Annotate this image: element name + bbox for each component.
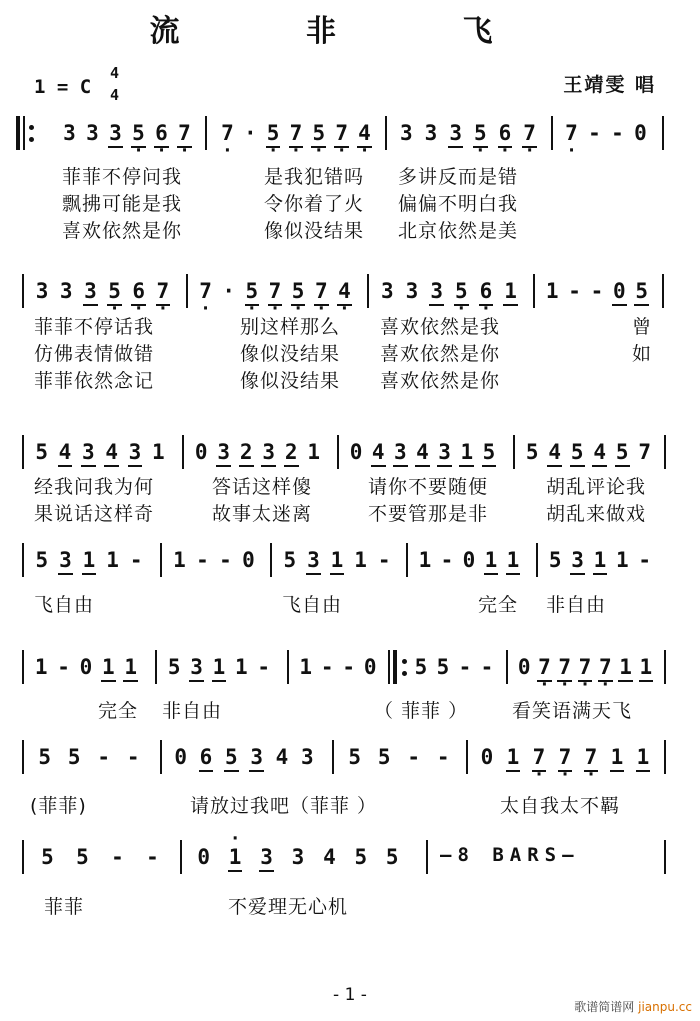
note: 1	[616, 548, 629, 572]
lyric: 经我问我为何	[34, 476, 155, 498]
bar	[295, 648, 381, 686]
lyric: 胡乱来做戏	[546, 503, 647, 525]
note: 3	[59, 548, 72, 572]
bar	[414, 541, 524, 579]
note: 1	[418, 548, 432, 572]
barline	[270, 543, 272, 577]
note: · 5	[312, 121, 325, 145]
time-top: 4	[110, 64, 120, 82]
lyric: (菲菲)	[30, 795, 87, 817]
note: 0	[462, 548, 476, 572]
barline	[180, 840, 182, 874]
note: 1	[106, 548, 119, 572]
note: · 7	[523, 121, 536, 145]
barline	[22, 274, 24, 308]
note: 3	[400, 121, 413, 145]
bar	[544, 541, 656, 579]
barline	[160, 543, 162, 577]
lyric: 菲菲	[44, 896, 85, 918]
note: 4	[593, 440, 607, 464]
barline	[186, 274, 188, 308]
song-title: 流 非 飞	[149, 14, 551, 49]
note: 3	[394, 440, 407, 464]
bar	[216, 114, 376, 152]
lyric: 答话这样傻	[212, 476, 313, 498]
lyric: 看笑语满天飞	[512, 700, 633, 722]
note: 3	[571, 548, 584, 572]
note: 3	[250, 745, 263, 769]
note: 1	[151, 440, 165, 464]
bar	[30, 738, 148, 776]
system-3	[0, 433, 700, 473]
note: 5	[525, 440, 539, 464]
note: 5	[635, 279, 649, 303]
key-signature: 1 = C	[34, 76, 92, 98]
lyric: 像似没结果	[240, 370, 341, 392]
barline	[664, 740, 666, 774]
note: 0	[79, 655, 93, 679]
barline	[406, 543, 408, 577]
note: 1	[636, 745, 650, 769]
note: -	[458, 655, 472, 679]
note: 1	[506, 548, 520, 572]
note: -	[611, 121, 624, 145]
note: -	[568, 279, 581, 303]
barline	[22, 543, 24, 577]
lyric: 不要管那是非	[368, 503, 489, 525]
note: · 5	[267, 121, 280, 145]
note: 5	[167, 655, 181, 679]
bar	[190, 433, 325, 471]
note: -	[320, 655, 334, 679]
note: 3	[438, 440, 451, 464]
note: · 5	[474, 121, 487, 145]
barline	[426, 840, 428, 874]
lyric: 太自我太不羁	[500, 795, 621, 817]
note: 5	[436, 655, 450, 679]
note: · 7	[178, 121, 191, 145]
note: 3	[424, 121, 438, 145]
note: 4	[416, 440, 429, 464]
note: 2	[239, 440, 253, 464]
lyric: 完全	[98, 700, 139, 722]
note: -	[588, 121, 601, 145]
note: 5	[615, 440, 629, 464]
lyric: 如	[632, 343, 653, 365]
lyric: 飞自由	[34, 594, 95, 616]
note: 5	[35, 440, 48, 464]
note: -	[407, 745, 421, 769]
note: 4	[58, 440, 72, 464]
note: 5	[414, 655, 428, 679]
eight-bars-rest: —8 BARS—	[440, 844, 580, 866]
bar	[521, 433, 656, 471]
note: 3	[405, 279, 419, 303]
note: · 7	[533, 745, 546, 769]
bar	[345, 433, 500, 471]
barline	[160, 740, 162, 774]
bar	[30, 838, 170, 876]
note: 0	[174, 745, 187, 769]
bar	[188, 838, 408, 876]
bar	[194, 272, 356, 310]
note: 5	[377, 745, 391, 769]
note: 0	[349, 440, 363, 464]
lyric: 菲菲不停话我	[34, 316, 155, 338]
note: 1	[212, 655, 226, 679]
note: · 7	[199, 279, 212, 303]
lyric: 故事太迷离	[212, 503, 313, 525]
note: 3	[217, 440, 231, 464]
note: 1	[330, 548, 344, 572]
lyric: 胡乱评论我	[546, 476, 647, 498]
note: 1	[307, 440, 321, 464]
barline	[536, 543, 538, 577]
time-bottom: 4	[110, 86, 120, 104]
lyric: 飘拂可能是我	[62, 193, 183, 215]
lyric: 非自由	[546, 594, 607, 616]
page-number: - 1 -	[333, 985, 367, 1005]
repeat-start	[16, 116, 36, 150]
note: · 7	[221, 121, 234, 145]
note: 0	[242, 548, 255, 572]
lyric: 果说话这样奇	[34, 503, 155, 525]
time-signature	[110, 62, 119, 106]
bar	[30, 648, 142, 686]
note: 3	[449, 121, 462, 145]
lyric: 喜欢依然是你	[62, 220, 183, 242]
note: 4	[323, 845, 336, 869]
note: 3	[262, 440, 276, 464]
note: -	[342, 655, 356, 679]
note: · 7	[579, 655, 592, 679]
note: 5	[224, 745, 238, 769]
note: 3	[59, 279, 73, 303]
lyric: 喜欢依然是你	[380, 370, 501, 392]
note: 3	[307, 548, 320, 572]
note: · 1	[229, 845, 242, 869]
lyric: 请你不要随便	[368, 476, 489, 498]
note: 1	[484, 548, 498, 572]
note: · 7	[559, 745, 572, 769]
barline	[664, 840, 666, 874]
barline	[22, 435, 24, 469]
barline	[662, 274, 664, 308]
note: 5	[570, 440, 584, 464]
bar	[560, 114, 652, 152]
note: -	[219, 548, 232, 572]
barline	[664, 435, 666, 469]
note: · 5	[132, 121, 145, 145]
bar	[168, 738, 320, 776]
note: 4	[275, 745, 289, 769]
note: 3	[430, 279, 443, 303]
note: 5	[283, 548, 297, 572]
lyric: 菲菲不停问我	[62, 166, 183, 188]
note: -	[590, 279, 604, 303]
note: 3	[86, 121, 99, 145]
bar	[30, 272, 175, 310]
note: -	[638, 548, 652, 572]
note: · 5	[455, 279, 468, 303]
bar	[278, 541, 396, 579]
note: 0	[363, 655, 377, 679]
lyric: 不爱理无心机	[228, 896, 349, 918]
note: 1	[593, 548, 607, 572]
note: 0	[634, 121, 647, 145]
note: 1	[460, 440, 474, 464]
system-5	[0, 648, 700, 688]
bar	[168, 541, 260, 579]
note: 1	[639, 655, 653, 679]
bar	[474, 738, 656, 776]
note: 0	[480, 745, 494, 769]
note: 0	[194, 440, 208, 464]
barline	[182, 435, 184, 469]
note: · 6	[499, 121, 512, 145]
note: 5	[76, 845, 89, 869]
note: 7	[638, 440, 652, 464]
note: · 7	[290, 121, 303, 145]
note: · 6	[132, 279, 145, 303]
lyric: 是我犯错吗	[264, 166, 365, 188]
lyric: 令你着了火	[264, 193, 365, 215]
note: 5	[385, 845, 399, 869]
bar	[541, 272, 653, 310]
note: · 5	[292, 279, 305, 303]
barline	[22, 740, 24, 774]
note: 6	[199, 745, 213, 769]
lyric: 喜欢依然是我	[380, 316, 501, 338]
note: · 7	[565, 121, 578, 145]
barline	[155, 650, 157, 684]
note: ·	[222, 279, 236, 303]
note: 5	[354, 845, 368, 869]
note: 1	[619, 655, 632, 679]
note: · 4	[338, 279, 351, 303]
note: -	[129, 548, 143, 572]
note: 3	[128, 440, 142, 464]
note: 3	[260, 845, 273, 869]
bar	[394, 114, 542, 152]
barline	[466, 740, 468, 774]
note: 1	[124, 655, 138, 679]
lyric: 菲菲依然念记	[34, 370, 155, 392]
note: 1	[504, 279, 517, 303]
lyric: （ 菲菲 ）	[374, 700, 469, 722]
note: 3	[300, 745, 314, 769]
watermark	[574, 998, 692, 1015]
barline	[22, 840, 24, 874]
note: 3	[109, 121, 122, 145]
note: -	[57, 655, 70, 679]
bar	[30, 433, 170, 471]
note: 3	[35, 279, 49, 303]
barline	[337, 435, 339, 469]
note: 1	[354, 548, 367, 572]
note: 3	[63, 121, 76, 145]
lyric: 非自由	[162, 700, 223, 722]
note: · 7	[157, 279, 170, 303]
system-4	[0, 541, 700, 581]
note: 5	[35, 548, 49, 572]
note: 1	[102, 655, 115, 679]
note: -	[196, 548, 209, 572]
barline	[367, 274, 369, 308]
note: 0	[517, 655, 531, 679]
note: 5	[548, 548, 562, 572]
lyric: 曾	[632, 316, 653, 338]
note: · 5	[108, 279, 121, 303]
note: 5	[38, 745, 52, 769]
lyric: 别这样那么	[240, 316, 341, 338]
barline	[662, 116, 664, 150]
note: -	[97, 745, 111, 769]
note: · 7	[315, 279, 328, 303]
bar	[58, 114, 196, 152]
bar	[375, 272, 523, 310]
note: 1	[82, 548, 96, 572]
note: 2	[284, 440, 298, 464]
barline	[533, 274, 535, 308]
note: · 7	[269, 279, 282, 303]
note: 5	[67, 745, 81, 769]
barline	[22, 650, 24, 684]
barline	[385, 116, 387, 150]
note: 1	[173, 548, 186, 572]
barline	[332, 740, 334, 774]
lyric: 请放过我吧（菲菲 ）	[190, 795, 378, 817]
note: -	[480, 655, 494, 679]
note: · 6	[155, 121, 168, 145]
bar	[340, 738, 458, 776]
system-1	[0, 114, 700, 154]
watermark-domain: jianpu.cc	[638, 1000, 692, 1014]
note: 0	[197, 845, 211, 869]
note: -	[146, 845, 159, 869]
barline	[664, 650, 666, 684]
note: · 7	[558, 655, 571, 679]
note: -	[436, 745, 450, 769]
singer-credit: 王靖雯 唱	[563, 74, 656, 96]
note: 3	[84, 279, 97, 303]
note: 4	[105, 440, 118, 464]
note: ·	[243, 121, 257, 145]
note: 4	[548, 440, 562, 464]
note: 1	[34, 655, 48, 679]
barline	[513, 435, 515, 469]
lyric: 北京依然是美	[398, 220, 519, 242]
note: 1	[506, 745, 520, 769]
bar	[410, 648, 498, 686]
note: 3	[81, 440, 95, 464]
note: 5	[348, 745, 362, 769]
note: 1	[299, 655, 313, 679]
note: -	[377, 548, 391, 572]
lyric: 完全	[478, 594, 519, 616]
note: 5	[482, 440, 496, 464]
lyric: 多讲反而是错	[398, 166, 519, 188]
lyric: 仿佛表情做错	[34, 343, 155, 365]
note: -	[440, 548, 454, 572]
note: 3	[190, 655, 203, 679]
note: 3	[381, 279, 394, 303]
note: 4	[371, 440, 385, 464]
barline	[506, 650, 508, 684]
lyric: 飞自由	[282, 594, 343, 616]
note: · 7	[335, 121, 348, 145]
lyric: 像似没结果	[240, 343, 341, 365]
note: -	[111, 845, 124, 869]
note: · 7	[585, 745, 598, 769]
bar	[514, 648, 656, 686]
note: 0	[613, 279, 626, 303]
bar	[30, 541, 148, 579]
lyric: 喜欢依然是你	[380, 343, 501, 365]
watermark-site: 歌谱简谱网	[574, 1000, 635, 1014]
barline	[287, 650, 289, 684]
note: · 4	[358, 121, 371, 145]
note: -	[257, 655, 271, 679]
system-2	[0, 272, 700, 312]
note: · 5	[246, 279, 259, 303]
lyric: 像似没结果	[264, 220, 365, 242]
system-7	[0, 838, 700, 878]
barline	[551, 116, 553, 150]
note: · 6	[480, 279, 493, 303]
note: 1	[235, 655, 248, 679]
barline	[205, 116, 207, 150]
note: 1	[545, 279, 559, 303]
note: 1	[610, 745, 624, 769]
note: -	[126, 745, 140, 769]
note: 5	[41, 845, 54, 869]
note: · 7	[599, 655, 612, 679]
note: 3	[291, 845, 305, 869]
repeat-start	[388, 650, 408, 684]
system-6	[0, 738, 700, 778]
lyric: 偏偏不明白我	[398, 193, 519, 215]
bar	[163, 648, 275, 686]
note: · 7	[538, 655, 551, 679]
